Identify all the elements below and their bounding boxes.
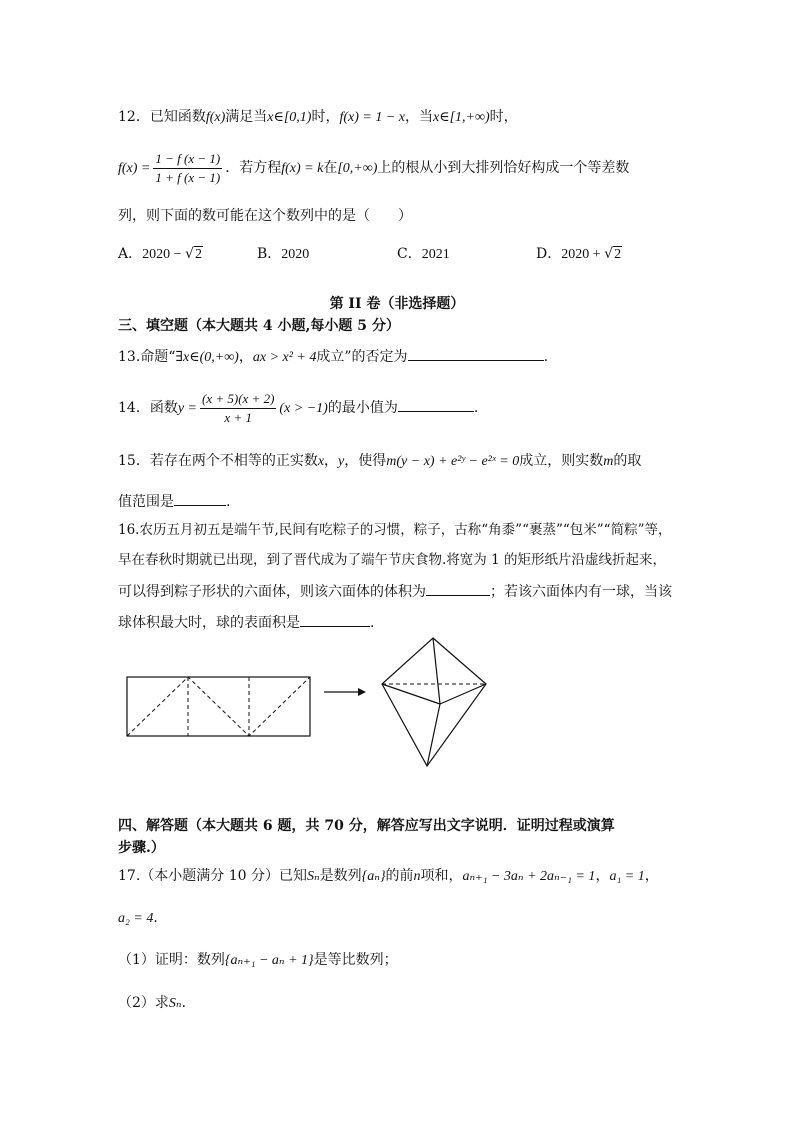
q17-text: 项和， <box>420 868 463 884</box>
section3-title: 三、填空题（本大题共 4 小题,每小题 5 分） <box>118 318 400 334</box>
q12-text: ．若方程 <box>225 160 282 176</box>
math: Sₙ <box>168 996 182 1011</box>
math: Sₙ <box>306 869 320 884</box>
q17-text: 的前 <box>385 868 414 884</box>
q13-text: 13.命题“ <box>118 349 176 365</box>
q13-text: ， <box>238 349 253 365</box>
q12-text: ，当 <box>405 109 433 125</box>
section4-title-line1: 四、解答题（本大题共 6 题，共 70 分，解答应写出文字说明．证明过程或演算 <box>118 818 615 834</box>
q15-text: 的取 <box>613 453 642 469</box>
q12-text: 时， <box>489 109 518 125</box>
q17-part2 <box>118 993 196 1014</box>
math: ∃x∈(0,+∞) <box>175 350 239 365</box>
fraction-numerator: (x + 5)(x + 2) <box>200 390 276 409</box>
math: x∈[1,+∞) <box>433 110 490 125</box>
q15-text: . <box>226 494 231 510</box>
q12-text: 在 <box>323 160 338 176</box>
q17-text: 17.（本小题满分 10 分）已知 <box>118 868 307 884</box>
math: aₙ₊₁ − 3aₙ + 2aₙ₋₁ = 1 <box>462 869 596 884</box>
q17-part1 <box>118 950 398 971</box>
q16-text: 球体积最大时，球的表面积是 <box>118 615 300 631</box>
q13-text: . <box>543 349 549 365</box>
q12-text: 时， <box>311 109 340 125</box>
math: x <box>317 454 325 469</box>
q17-line2 <box>118 908 167 929</box>
q15-text: ，使得 <box>344 453 387 469</box>
option-value: 2021 <box>421 247 450 262</box>
q17-line1 <box>118 866 659 887</box>
math: ax > x² + 4 <box>252 350 317 365</box>
q17-text: （2）求 <box>118 995 169 1011</box>
q16-text: ；若该六面体内有一球，当该 <box>490 584 672 600</box>
q15-text: ， <box>324 453 339 469</box>
math: m <box>603 454 614 469</box>
fraction-numerator: 1 − f (x − 1) <box>153 150 222 169</box>
radicand: 2 <box>614 247 622 262</box>
math: (x > −1) <box>279 401 328 416</box>
q14-text: 的最小值为 <box>327 400 398 416</box>
option-label: D． <box>536 246 562 262</box>
radicand: 2 <box>194 247 202 262</box>
q13-text: 成立”的否定为 <box>316 349 408 365</box>
q17-text: （1）证明：数列 <box>118 952 225 968</box>
q15-text: 成立，则实数 <box>519 453 604 469</box>
q16-line2: 早在春秋时期就已出现，到了晋代成为了端午节庆食物.将宽为 1 的矩形纸片沿虚线折起来， <box>118 552 666 568</box>
q12-line3: 列，则下面的数可能在这个数列中的是（ ） <box>118 208 412 224</box>
option-value: 2020 + <box>561 247 605 262</box>
math: x∈[0,1) <box>267 110 312 125</box>
q16-line1: 16.农历五月初五是端午节,民间有吃粽子的习惯，粽子，古称“角黍”“裹蒸”“包米”“简粽”等， <box>118 522 672 538</box>
math: y = <box>177 401 197 416</box>
math: {aₙ} <box>361 869 386 884</box>
q17-text: ． <box>181 995 196 1011</box>
q12-text: 满足当 <box>225 109 268 125</box>
q12-text: 上的根从小到大排列恰好构成一个等差数 <box>377 160 630 176</box>
option-value: 2020 − <box>142 247 186 262</box>
q14-text: . <box>473 400 479 416</box>
q15-text: 值范围是 <box>118 494 174 510</box>
math: [0,+∞) <box>337 161 378 176</box>
option-label: C． <box>397 246 422 262</box>
section2-title: 第 II 卷（非选择题） <box>329 296 465 312</box>
math: f(x) = k <box>281 161 324 176</box>
math: {aₙ₊₁ − aₙ + 1} <box>224 953 314 968</box>
hexahedron <box>382 638 486 766</box>
q17-text: 是数列 <box>319 868 362 884</box>
fraction-denominator: x + 1 <box>224 409 252 425</box>
q15-text: 15．若存在两个不相等的正实数 <box>118 453 318 469</box>
math: m(y − x) + e²ʸ − e²ˣ = 0 <box>386 454 520 469</box>
math: a₂ = 4 <box>118 911 154 926</box>
option-label: B． <box>257 246 282 262</box>
option-a: A．2020 − √2 <box>118 246 202 262</box>
option-value: 2020 <box>281 247 310 262</box>
math: f(x) = 1 − x <box>339 110 405 125</box>
q14-text: 14．函数 <box>118 400 178 416</box>
q17-text: ， <box>644 868 659 884</box>
math: a₁ = 1 <box>609 869 645 884</box>
q12-text: 12．已知函数 <box>118 109 206 125</box>
option-label: A． <box>118 246 143 262</box>
q17-text: ， <box>595 868 610 884</box>
q16-text: . <box>370 615 375 631</box>
q17-text: 是等比数列； <box>313 952 398 968</box>
q16-text: 可以得到粽子形状的六面体，则该六面体的体积为 <box>118 584 426 600</box>
q17-text: ． <box>153 910 168 926</box>
math: f(x) <box>205 110 226 125</box>
math: n <box>413 869 421 884</box>
arrow-icon <box>324 688 366 696</box>
option-d: D．2020 + √2 <box>536 246 622 262</box>
section4-title-line2: 步骤.） <box>118 840 165 856</box>
rectangle-paper <box>127 677 310 736</box>
math: y <box>338 454 345 469</box>
fraction-denominator: 1 + f (x − 1) <box>155 169 221 185</box>
math: f(x) = <box>118 161 151 176</box>
